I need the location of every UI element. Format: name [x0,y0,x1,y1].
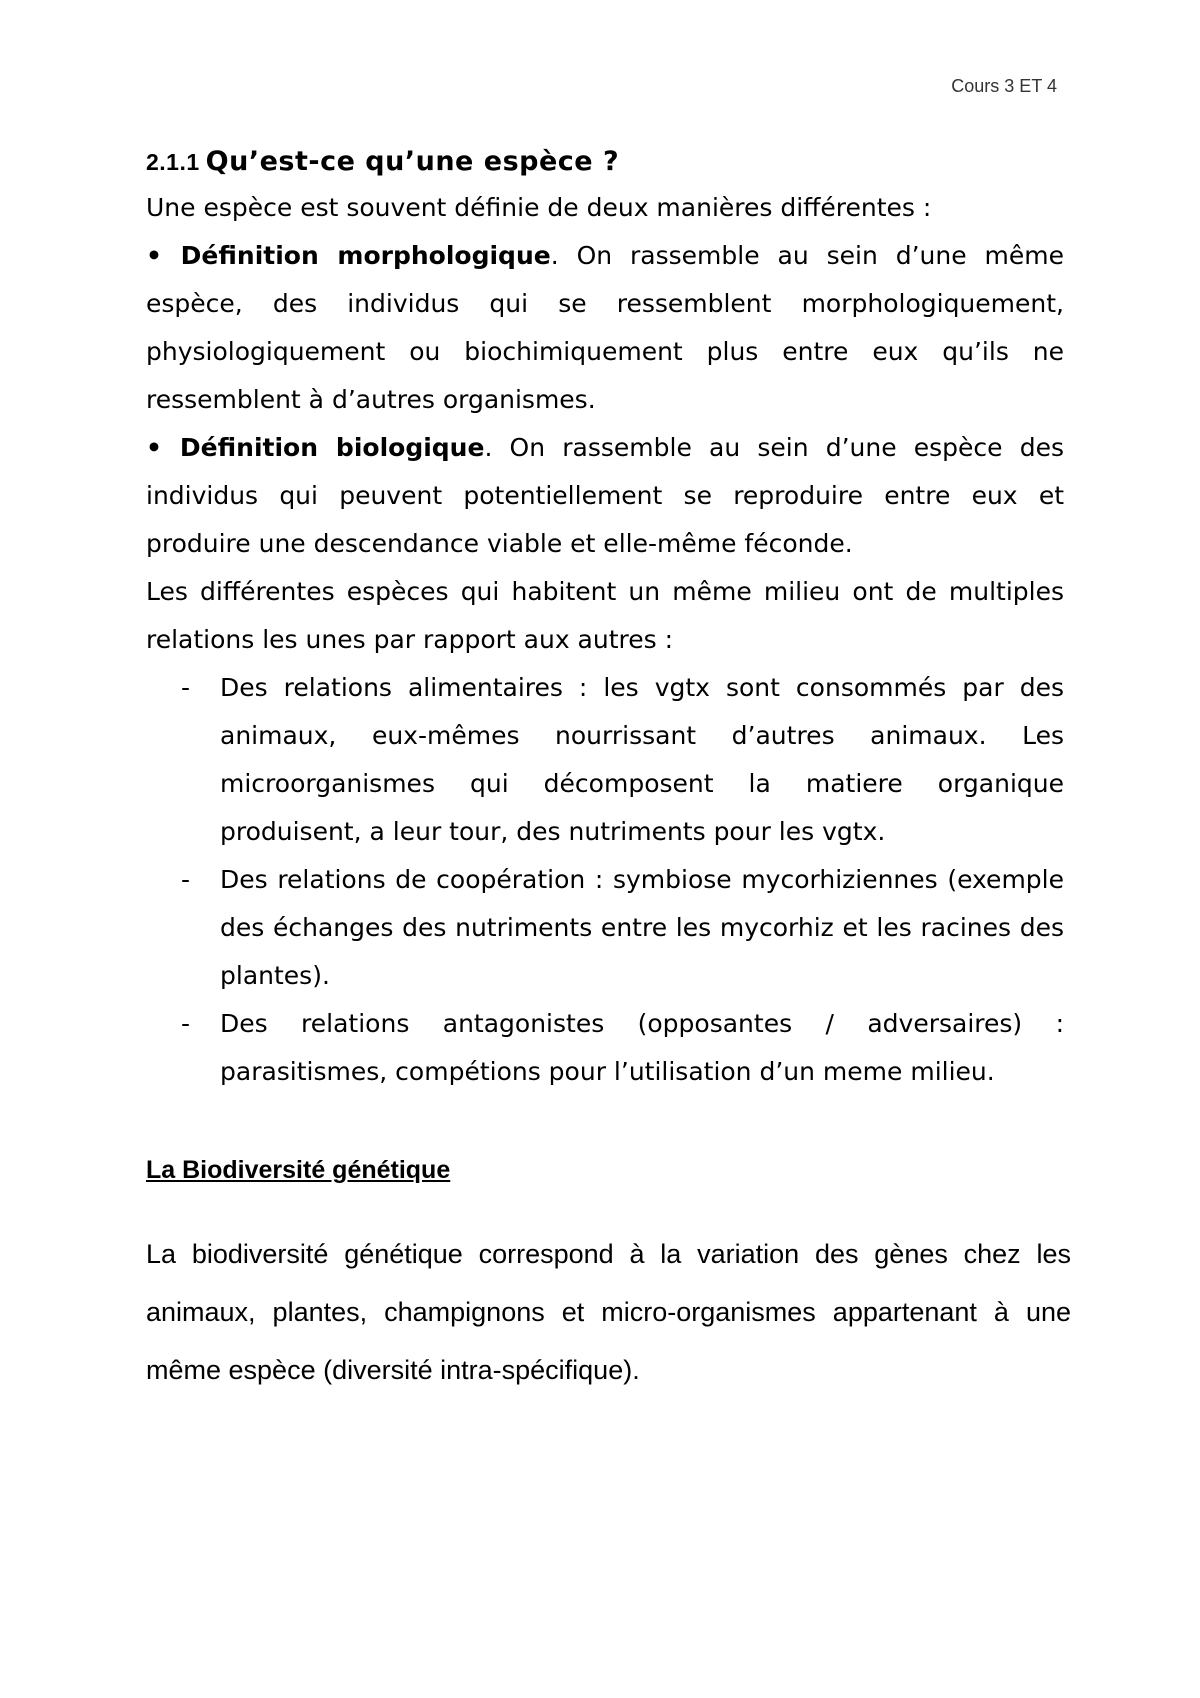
list-item [146,1000,1064,1096]
relations-list [146,664,1064,1096]
relations-intro: Les différentes espèces qui habitent un même milieu ont de multiples relations les unes par rapport aux autres : [146,577,1064,654]
definition-label: • Définition biologique [146,433,485,462]
genetics-section [146,1152,1071,1399]
section-title: Qu’est-ce qu’une espèce ? [205,146,620,177]
definition-text: . On rassemble au sein d’une même espèce, des individus qui se ressemblent morphologiquement, physiologiquement ou biochimiquement plus entre eux qu’ils ne ressemblent à d’autres organismes. [146,241,1064,414]
list-item-text: Des relations antagonistes (opposantes / adversaires) : parasitismes, compétions pour l’utilisation d’un meme milieu. [220,1009,1064,1086]
definition-label: • Définition morphologique [146,241,551,270]
list-item [146,856,1064,1000]
genetics-title: La Biodiversité génétique [146,1156,451,1184]
definition-text: . On rassemble au sein d’une espèce des individus qui peuvent potentiellement se reproduire entre eux et produire une descendance viable et elle-même féconde. [146,433,1064,558]
section-number: 2.1.1 [146,149,200,175]
list-item-text: Des relations alimentaires : les vgtx sont consommés par des animaux, eux-mêmes nourrissant d’autres animaux. Les microorganismes qui décomposent la matiere organique produisent, a leur tour, des nutriments pour les vgtx. [220,673,1064,846]
genetics-body: La biodiversité génétique correspond à la variation des gènes chez les animaux, plantes, champignons et micro-organismes appartenant à une même espèce (diversité intra-spécifique). [146,1239,1071,1385]
dash-marker: - [181,673,191,702]
page-header: Cours 3 ET 4 [951,76,1057,96]
main-content [146,140,1064,1096]
dash-marker: - [181,1009,191,1038]
dash-marker: - [181,865,191,894]
definition-biologique [146,424,1064,568]
list-item [146,664,1064,856]
definition-morphologique [146,232,1064,424]
list-item-text: Des relations de coopération : symbiose mycorhiziennes (exemple des échanges des nutriments entre les mycorhiz et les racines des plantes). [220,865,1064,990]
intro-paragraph: Une espèce est souvent définie de deux manières différentes : [146,193,932,222]
section-heading [146,140,1064,184]
